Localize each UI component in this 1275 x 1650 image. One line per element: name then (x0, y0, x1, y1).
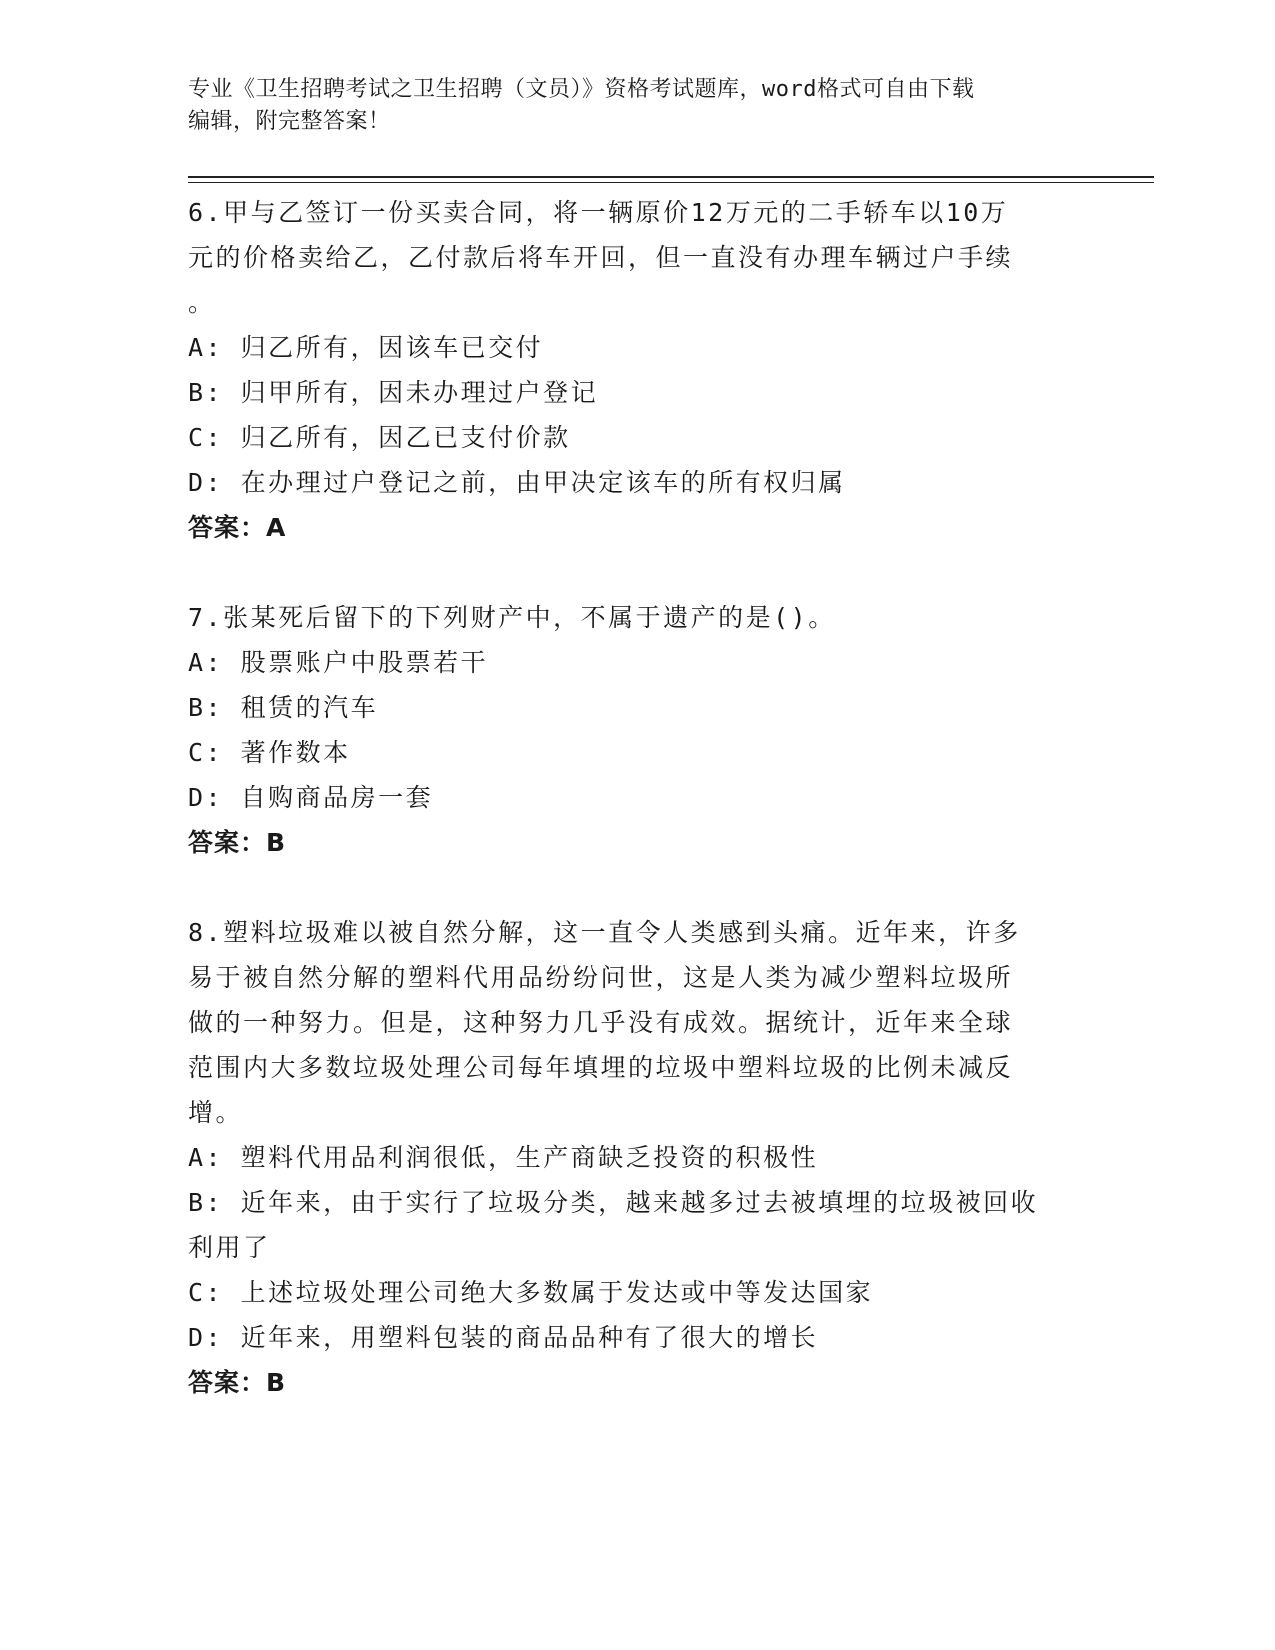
option-a: A: 股票账户中股票若干 (188, 648, 489, 677)
option-a: A: 归乙所有，因该车已交付 (188, 333, 544, 362)
option-b: B: 归甲所有，因未办理过户登记 (188, 378, 599, 407)
option-c: C: 上述垃圾处理公司绝大多数属于发达或中等发达国家 (188, 1278, 874, 1307)
question-stem-line: 范围内大多数垃圾处理公司每年填埋的垃圾中塑料垃圾的比例未减反 (188, 1053, 1014, 1082)
option-d: D: 近年来，用塑料包装的商品品种有了很大的增长 (188, 1323, 819, 1352)
option-b: B: 近年来，由于实行了垃圾分类，越来越多过去被填埋的垃圾被回收 (188, 1188, 1039, 1217)
answer-line: 答案：A (188, 513, 287, 542)
question-stem-line: 做的一种努力。但是，这种努力几乎没有成效。据统计，近年来全球 (188, 1008, 1014, 1037)
question-6 (188, 190, 1088, 550)
header-divider-thick (188, 176, 1154, 178)
option-b: B: 租赁的汽车 (188, 693, 379, 722)
document-header (188, 74, 1068, 138)
question-stem-line: 易于被自然分解的塑料代用品纷纷问世，这是人类为减少塑料垃圾所 (188, 963, 1014, 992)
option-b-continued: 利用了 (188, 1233, 271, 1262)
header-line-2: 编辑，附完整答案！ (188, 109, 391, 134)
answer-line: 答案：B (188, 1368, 287, 1397)
option-c: C: 著作数本 (188, 738, 351, 767)
question-spacer (188, 550, 1088, 595)
question-7 (188, 595, 1088, 865)
answer-line: 答案：B (188, 828, 287, 857)
question-stem-line: 8.塑料垃圾难以被自然分解，这一直令人类感到头痛。近年来，许多 (188, 918, 1021, 947)
option-d: D: 在办理过户登记之前，由甲决定该车的所有权归属 (188, 468, 846, 497)
header-divider-thin (188, 182, 1154, 183)
question-stem-line: 6.甲与乙签订一份买卖合同，将一辆原价12万元的二手轿车以10万 (188, 198, 1009, 227)
question-list (188, 190, 1088, 1405)
question-stem-line: 增。 (188, 1098, 244, 1127)
question-stem-line: 。 (188, 288, 216, 317)
option-a: A: 塑料代用品利润很低，生产商缺乏投资的积极性 (188, 1143, 819, 1172)
question-8 (188, 910, 1088, 1405)
question-stem-line: 7.张某死后留下的下列财产中，不属于遗产的是()。 (188, 603, 836, 632)
option-d: D: 自购商品房一套 (188, 783, 434, 812)
question-stem-line: 元的价格卖给乙，乙付款后将车开回，但一直没有办理车辆过户手续 (188, 243, 1014, 272)
header-line-1: 专业《卫生招聘考试之卫生招聘（文员）》资格考试题库，word格式可自由下载 (188, 77, 975, 102)
option-c: C: 归乙所有，因乙已支付价款 (188, 423, 571, 452)
question-spacer (188, 865, 1088, 910)
